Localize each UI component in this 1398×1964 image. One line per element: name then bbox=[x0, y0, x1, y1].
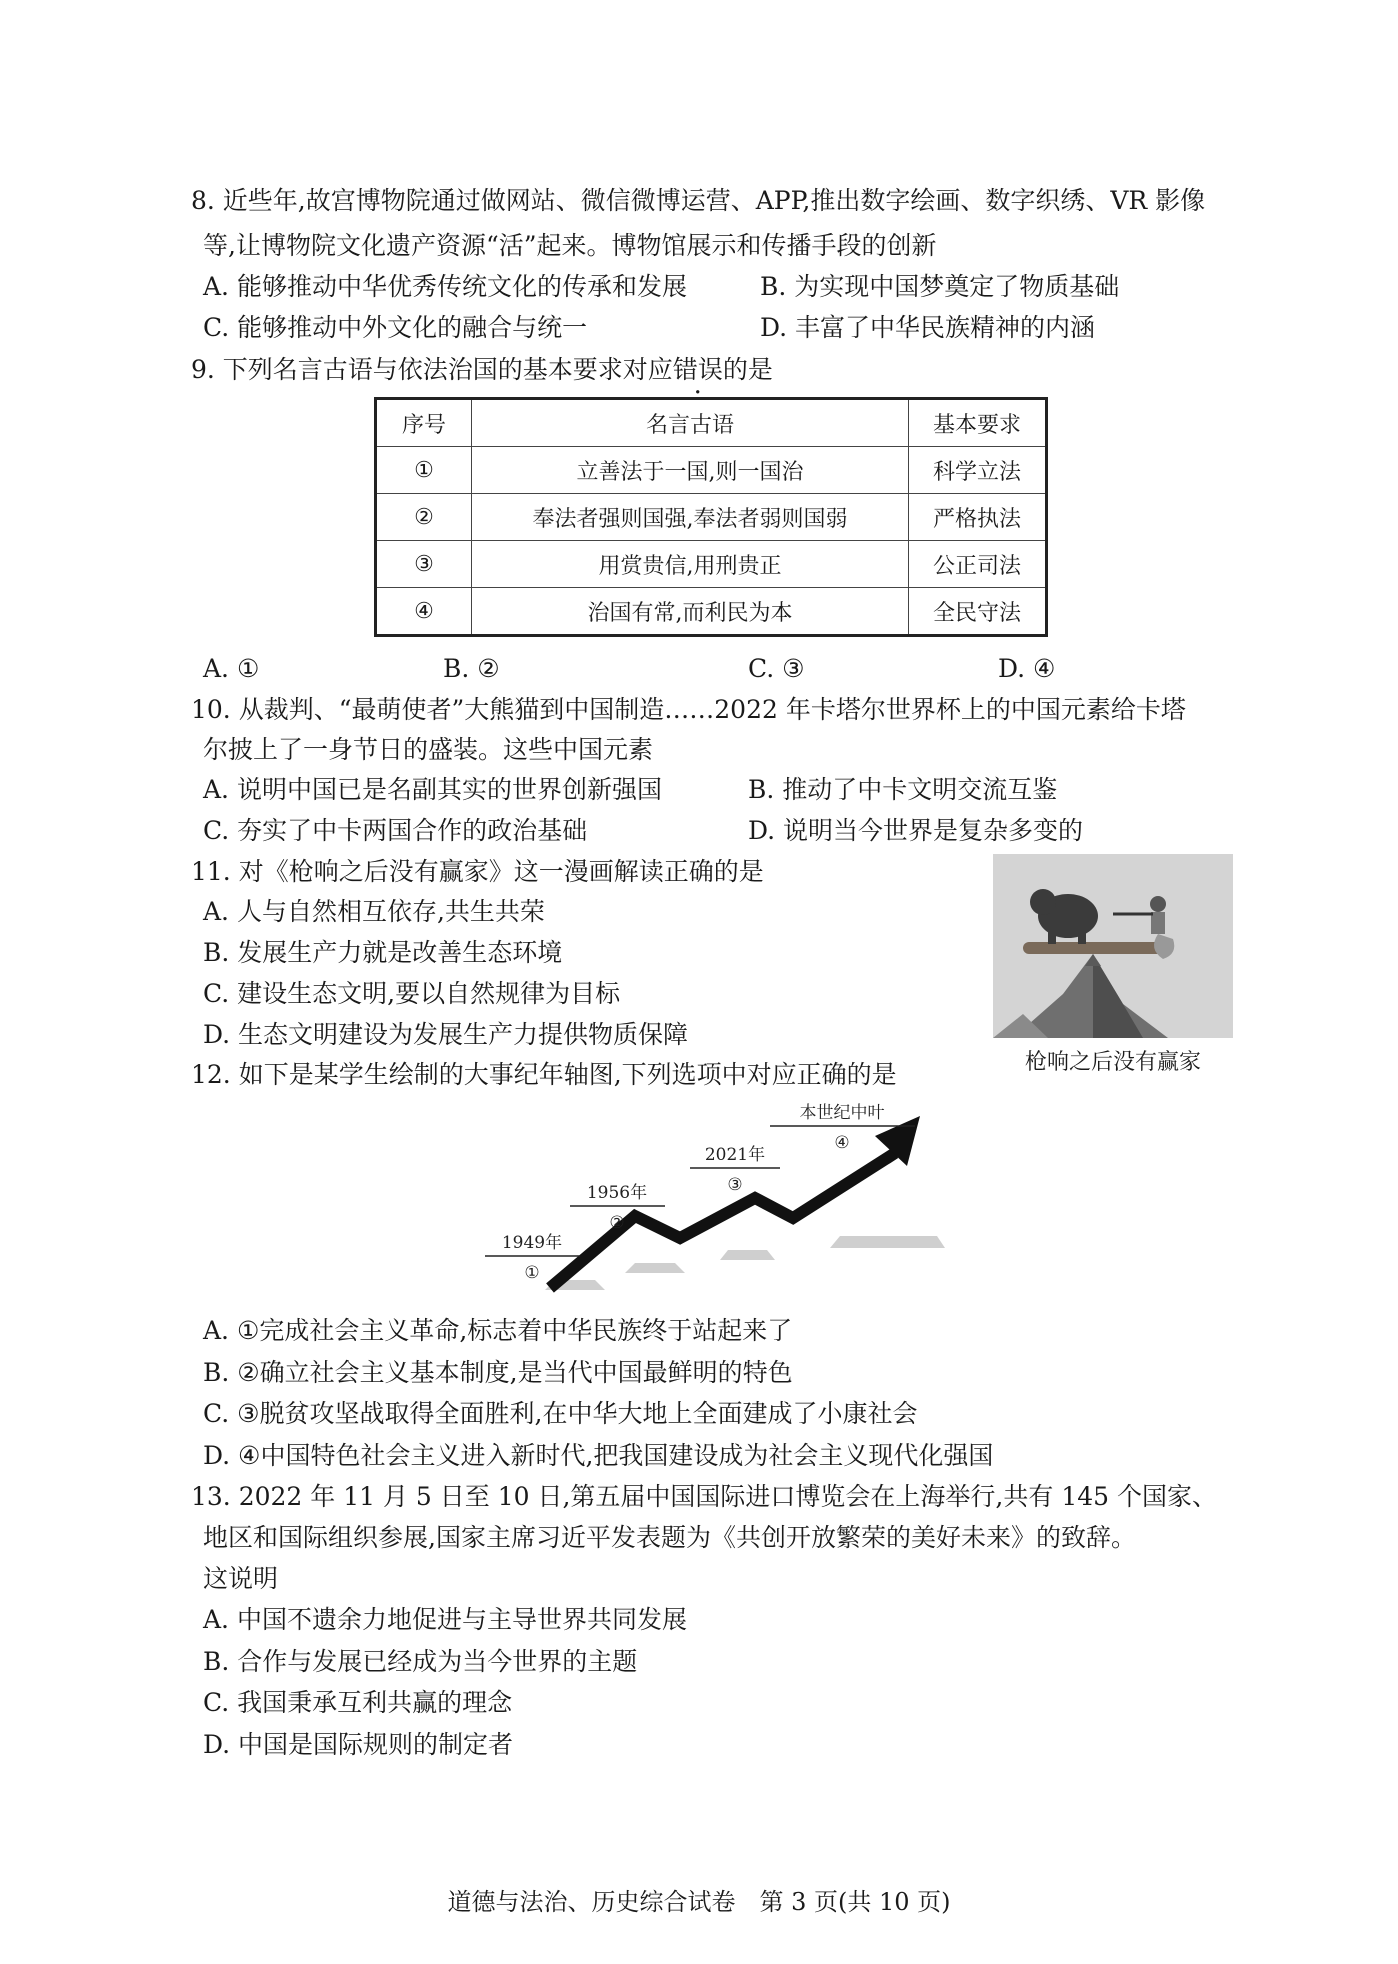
q8-option-c: C. 能够推动中外文化的融合与统一 bbox=[203, 313, 588, 342]
q10-option-c: C. 夯实了中卡两国合作的政治基础 bbox=[203, 816, 588, 845]
timeline-diagram bbox=[475, 1098, 955, 1308]
q9-row-saying: 用赏贵信,用刑贵正 bbox=[472, 541, 909, 588]
q9-row-number: ② bbox=[376, 494, 472, 541]
q12-stem: 12. 如下是某学生绘制的大事纪年轴图,下列选项中对应正确的是 bbox=[191, 1060, 897, 1089]
q11-option-b: B. 发展生产力就是改善生态环境 bbox=[203, 938, 563, 967]
q11-stem: 11. 对《枪响之后没有赢家》这一漫画解读正确的是 bbox=[191, 857, 764, 886]
q9-header-saying: 名言古语 bbox=[472, 399, 909, 447]
cartoon-caption: 枪响之后没有赢家 bbox=[1024, 1050, 1201, 1075]
q12-option-d: D. ④中国特色社会主义进入新时代,把我国建设成为社会主义现代化强国 bbox=[203, 1441, 994, 1470]
q13-stem-line1: 13. 2022 年 11 月 5 日至 10 日,第五届中国国际进口博览会在上海举行,共有 145 个国家、 bbox=[191, 1482, 1217, 1511]
timeline-mark-3: ③ bbox=[727, 1175, 743, 1195]
q9-table-header bbox=[376, 399, 1047, 447]
q9-row-requirement: 科学立法 bbox=[909, 447, 1047, 494]
q9-header-number: 序号 bbox=[376, 399, 472, 447]
q9-row-number: ① bbox=[376, 447, 472, 494]
timeline-mark-1: ① bbox=[524, 1263, 540, 1283]
q13-option-a: A. 中国不遗余力地促进与主导世界共同发展 bbox=[203, 1605, 687, 1634]
q12-option-a: A. ①完成社会主义革命,标志着中华民族终于站起来了 bbox=[203, 1316, 793, 1345]
q10-option-a: A. 说明中国已是名副其实的世界创新强国 bbox=[203, 775, 662, 804]
table-row bbox=[376, 541, 1047, 588]
q10-option-b: B. 推动了中卡文明交流互鉴 bbox=[748, 775, 1058, 804]
q11-option-d: D. 生态文明建设为发展生产力提供物质保障 bbox=[203, 1020, 689, 1049]
q9-option-c: C. ③ bbox=[748, 654, 805, 683]
q9-stem-before: 9. 下列名言古语与依法治国的基本要求对应 bbox=[191, 355, 673, 384]
q9-row-saying: 奉法者强则国强,奉法者弱则国弱 bbox=[472, 494, 909, 541]
q9-row-saying: 治国有常,而利民为本 bbox=[472, 588, 909, 636]
q9-row-number: ③ bbox=[376, 541, 472, 588]
q8-option-b: B. 为实现中国梦奠定了物质基础 bbox=[760, 272, 1120, 301]
q9-header-requirement: 基本要求 bbox=[909, 399, 1047, 447]
q12-option-b: B. ②确立社会主义基本制度,是当代中国最鲜明的特色 bbox=[203, 1358, 793, 1387]
q9-table bbox=[374, 397, 1048, 637]
q13-stem-line2: 地区和国际组织参展,国家主席习近平发表题为《共创开放繁荣的美好未来》的致辞。 bbox=[203, 1523, 1136, 1552]
q13-stem-line3: 这说明 bbox=[203, 1564, 279, 1593]
table-row bbox=[376, 588, 1047, 636]
q8-stem-line1: 8. 近些年,故宫博物院通过做网站、微信微博运营、APP,推出数字绘画、数字织绣、VR 影像 bbox=[191, 186, 1206, 215]
q9-row-requirement: 严格执法 bbox=[909, 494, 1047, 541]
q9-option-d: D. ④ bbox=[998, 654, 1056, 683]
q11-option-a: A. 人与自然相互依存,共生共荣 bbox=[203, 897, 545, 926]
timeline-mark-2: ② bbox=[609, 1213, 625, 1233]
q9-row-requirement: 公正司法 bbox=[909, 541, 1047, 588]
timeline-year-2: 1956年 bbox=[586, 1183, 648, 1203]
q9-row-number: ④ bbox=[376, 588, 472, 636]
timeline-year-4: 本世纪中叶 bbox=[799, 1103, 885, 1123]
table-row bbox=[376, 494, 1047, 541]
q12-option-c: C. ③脱贫攻坚战取得全面胜利,在中华大地上全面建成了小康社会 bbox=[203, 1399, 918, 1428]
q9-row-saying: 立善法于一国,则一国治 bbox=[472, 447, 909, 494]
timeline-year-3: 2021年 bbox=[704, 1145, 766, 1165]
q9-stem-emphasis: 错误 bbox=[672, 355, 723, 384]
q9-row-requirement: 全民守法 bbox=[909, 588, 1047, 636]
q9-option-b: B. ② bbox=[443, 654, 500, 683]
q10-stem-line1: 10. 从裁判、“最萌使者”大熊猫到中国制造……2022 年卡塔尔世界杯上的中国元素给卡塔 bbox=[191, 695, 1186, 724]
q11-option-c: C. 建设生态文明,要以自然规律为目标 bbox=[203, 979, 621, 1008]
q9-stem-after: 的是 bbox=[722, 355, 773, 384]
q13-option-b: B. 合作与发展已经成为当今世界的主题 bbox=[203, 1647, 638, 1676]
q13-option-d: D. 中国是国际规则的制定者 bbox=[203, 1730, 514, 1759]
timeline-mark-4: ④ bbox=[834, 1133, 850, 1153]
q10-option-d: D. 说明当今世界是复杂多变的 bbox=[748, 816, 1084, 845]
q9-stem bbox=[191, 353, 773, 387]
table-row bbox=[376, 447, 1047, 494]
q13-option-c: C. 我国秉承互利共赢的理念 bbox=[203, 1688, 513, 1717]
timeline-year-1: 1949年 bbox=[501, 1233, 563, 1253]
q9-option-a: A. ① bbox=[203, 654, 260, 683]
q10-stem-line2: 尔披上了一身节日的盛装。这些中国元素 bbox=[203, 735, 654, 764]
cartoon-image bbox=[993, 854, 1233, 1038]
q8-option-d: D. 丰富了中华民族精神的内涵 bbox=[760, 313, 1096, 342]
q8-stem-line2: 等,让博物院文化遗产资源“活”起来。博物馆展示和传播手段的创新 bbox=[203, 231, 937, 260]
page-footer: 道德与法治、历史综合试卷 第 3 页(共 10 页) bbox=[447, 1888, 951, 1916]
q8-option-a: A. 能够推动中华优秀传统文化的传承和发展 bbox=[203, 272, 687, 301]
